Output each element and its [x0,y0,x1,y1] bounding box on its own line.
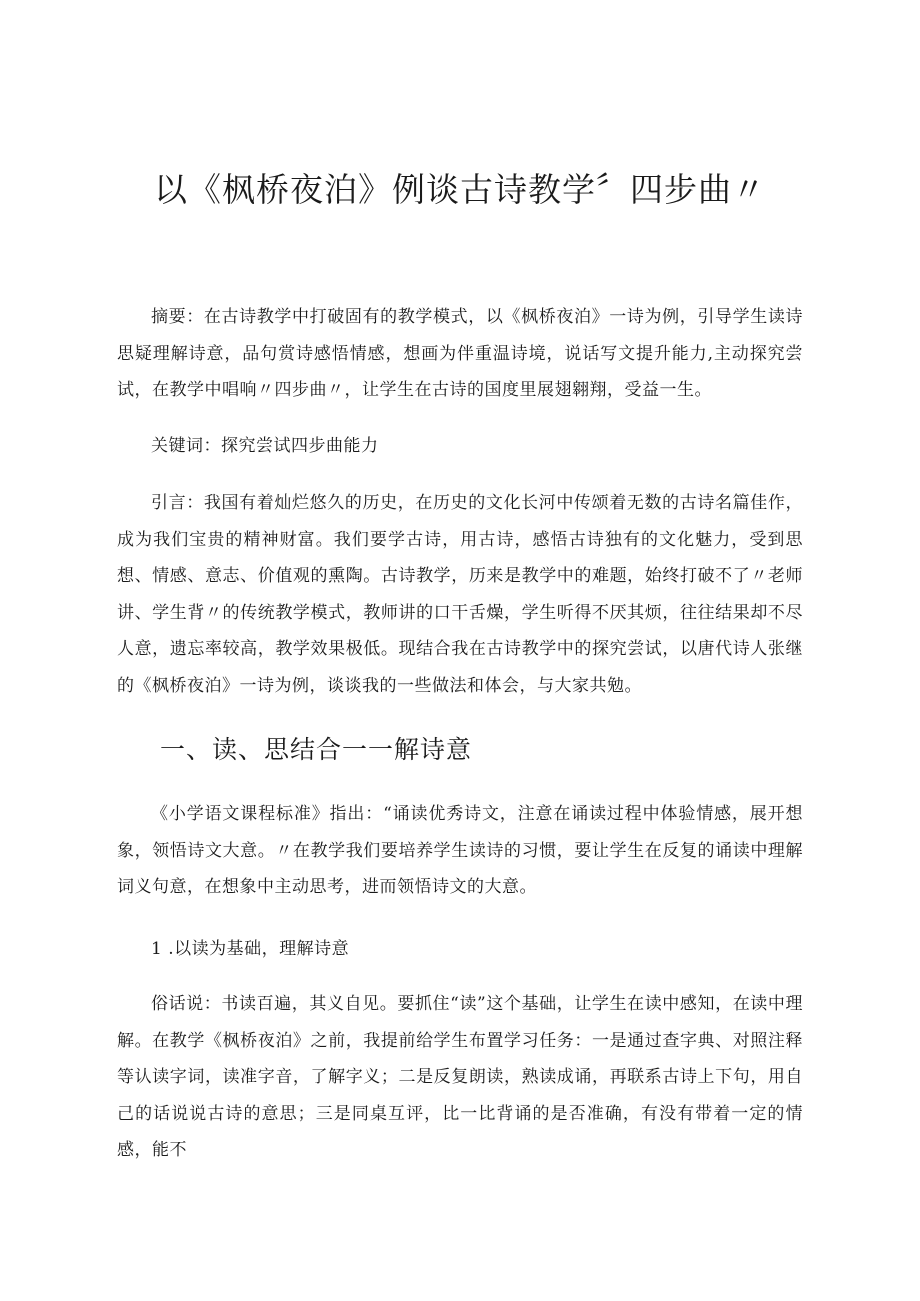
document-title: 以《枫桥夜泊》例谈古诗教学〞四步曲〃 [154,170,766,209]
keywords-line: 关键词：探究尝试四步曲能力 [151,436,379,456]
abstract-paragraph: 摘要：在古诗教学中打破固有的教学模式，以《枫桥夜泊》一诗为例，引导学生读诗思疑理解诗意，品句赏诗感悟情感，想画为伴重温诗境，说话写文提升能力,主动探究尝试，在教学中唱响〃四步曲〃，让学生在古诗的国度里展翅翱翔，受益一生。 [117,307,803,400]
introduction-paragraph: 引言：我国有着灿烂悠久的历史，在历史的文化长河中传颂着无数的古诗名篇佳作，成为我们宝贵的精神财富。我们要学古诗，用古诗，感悟古诗独有的文化魅力，受到思想、情感、意志、价值观的熏陶。古诗教学，历来是教学中的难题，始终打破不了〃老师讲、学生背〃的传统教学模式，教师讲的口干舌燥，学生听得不厌其烦，往往结果却不尽人意，遗忘率较高，教学效果极低。现结合我在古诗教学中的探究尝试，以唐代诗人张继的《枫桥夜泊》一诗为例，谈谈我的一些做法和体会，与大家共勉。 [117,493,803,696]
section-heading: 一、读、思结合一一解诗意 [160,735,473,764]
subsection-paragraph: 俗话说：书读百遍，其义自见。要抓住“读”这个基础，让学生在读中感知，在读中理解。在教学《枫桥夜泊》之前，我提前给学生布置学习任务：一是通过查字典、对照注释等认读字词，读准字音，了解字义；二是反复朗读，熟读成诵，再联系古诗上下句，用自己的话说说古诗的意思；三是同桌互评，比一比背诵的是否准确，有没有带着一定的情感，能不 [117,994,803,1160]
section-paragraph: 《小学语文课程标准》指出：“诵读优秀诗文，注意在诵读过程中体验情感，展开想象，领悟诗文大意。〃在教学我们要培养学生读诗的习惯，要让学生在反复的诵读中理解词义句意，在想象中主动思考，进而领悟诗文的大意。 [117,804,803,897]
subsection-heading: 1 .以读为基础，理解诗意 [151,939,350,959]
